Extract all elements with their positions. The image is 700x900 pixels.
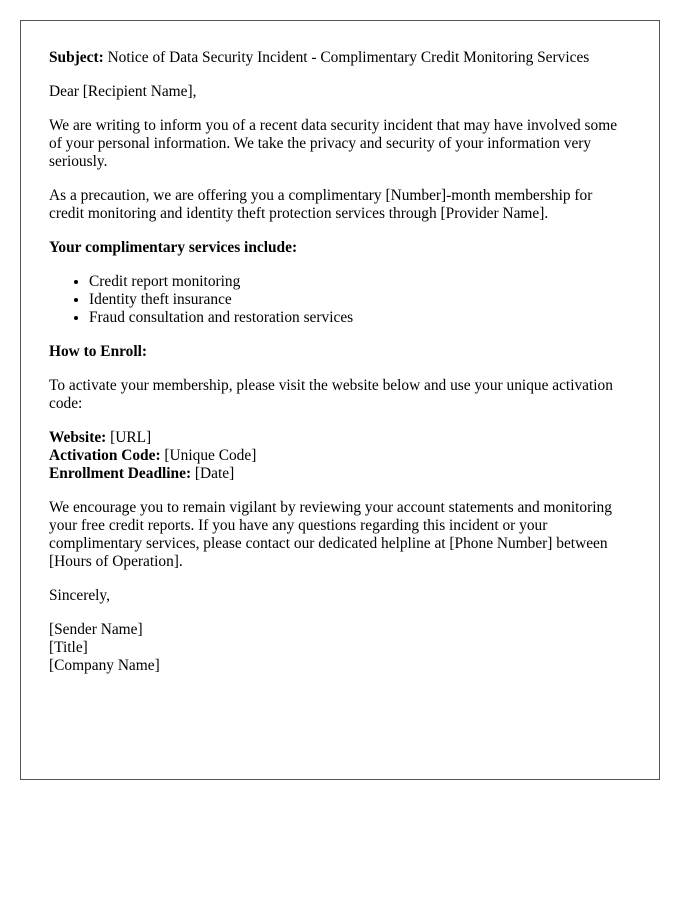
activate-paragraph: To activate your membership, please visit the website below and use your unique activation code: xyxy=(49,377,613,412)
company-name: [Company Name] xyxy=(49,657,160,674)
enroll-heading: How to Enroll: xyxy=(49,343,148,360)
subject-text: Notice of Data Security Incident - Complimentary Credit Monitoring Services xyxy=(103,49,590,66)
list-item: • Fraud consultation and restoration services xyxy=(89,309,631,327)
subject-label: Subject: xyxy=(49,49,104,66)
subject-line xyxy=(49,49,631,67)
list-item: • Identity theft insurance xyxy=(89,291,631,309)
precaution-paragraph: As a precaution, we are offering you a complimentary [Number]-month membership for credit monitoring and identity theft protection services through [Provider Name]. xyxy=(49,187,593,222)
activation-code-value: [Unique Code] xyxy=(160,447,257,464)
activation-code-label: Activation Code: xyxy=(49,447,161,464)
services-heading: Your complimentary services include: xyxy=(49,239,298,256)
activation-code-line xyxy=(49,447,631,465)
website-value: [URL] xyxy=(106,429,152,446)
sender-title: [Title] xyxy=(49,639,88,656)
deadline-line xyxy=(49,465,631,483)
closing: Sincerely, xyxy=(49,587,110,604)
sender-name: [Sender Name] xyxy=(49,621,143,638)
salutation: Dear [Recipient Name], xyxy=(49,83,197,100)
signature-block xyxy=(49,621,631,675)
vigilance-paragraph: We encourage you to remain vigilant by reviewing your account statements and monitoring your free credit reports. If you have any questions regarding this incident or your complimentary services, please contact our dedicated helpline at [Phone Number] between [Hours of Operation]. xyxy=(49,499,612,570)
letter-page xyxy=(20,20,660,780)
list-item: • Credit report monitoring xyxy=(89,273,631,291)
website-line xyxy=(49,429,631,447)
deadline-value: [Date] xyxy=(191,465,235,482)
intro-paragraph: We are writing to inform you of a recent data security incident that may have involved some of your personal information. We take the privacy and security of your information very seriously. xyxy=(49,117,618,170)
services-list xyxy=(49,273,631,327)
enrollment-details xyxy=(49,429,631,483)
website-label: Website: xyxy=(49,429,107,446)
deadline-label: Enrollment Deadline: xyxy=(49,465,192,482)
